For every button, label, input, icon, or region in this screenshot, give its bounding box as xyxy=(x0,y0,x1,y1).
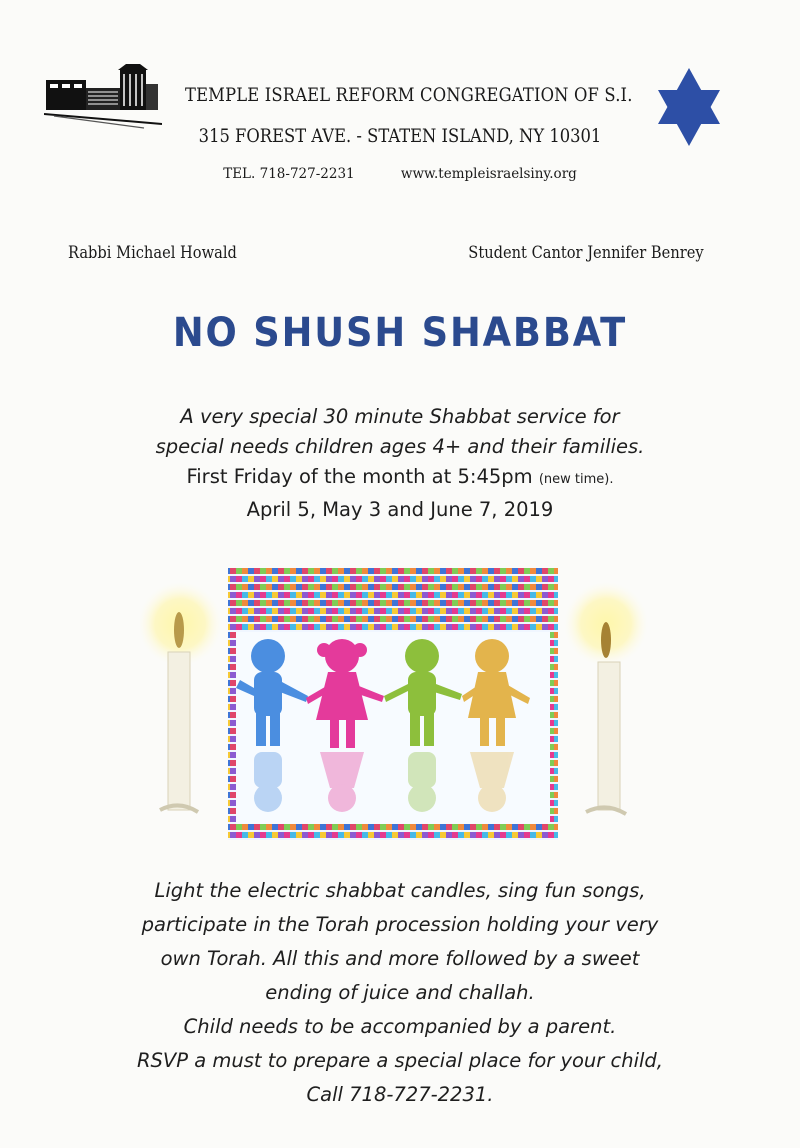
schedule-line xyxy=(60,462,740,495)
website-link[interactable]: www.templeisraelsiny.org xyxy=(400,166,577,182)
details-line: participate in the Torah procession holding your very xyxy=(141,913,659,936)
phone-number: TEL. 718-727-2231 xyxy=(223,166,355,182)
rsvp-call-line: Call 718-727-2231. xyxy=(306,1083,494,1106)
candle-icon xyxy=(140,582,222,812)
schedule-text: First Friday of the month at 5:45pm xyxy=(186,465,533,488)
details-line: own Torah. All this and more followed by a sweet xyxy=(160,947,640,970)
children-picture xyxy=(228,568,558,840)
illustration xyxy=(140,560,660,840)
temple-building-logo xyxy=(44,62,162,132)
intro-line: A very special 30 minute Shabbat service for xyxy=(180,405,620,428)
address: 315 FOREST AVE. - STATEN ISLAND, NY 10301 xyxy=(198,125,602,147)
intro-line: special needs children ages 4+ and their families. xyxy=(155,435,645,458)
dates-line: April 5, May 3 and June 7, 2019 xyxy=(246,498,554,521)
star-of-david-icon xyxy=(654,66,724,148)
candle-icon xyxy=(564,582,648,814)
page-title: NO SHUSH SHABBAT xyxy=(172,310,628,356)
new-time-note: (new time). xyxy=(538,472,614,487)
details-block xyxy=(50,874,750,1112)
contact-line xyxy=(150,166,650,182)
organization-name: TEMPLE ISRAEL REFORM CONGREGATION OF S.I. xyxy=(185,84,633,106)
details-line: Child needs to be accompanied by a parent. xyxy=(183,1015,617,1038)
details-line: Light the electric shabbat candles, sing fun songs, xyxy=(154,879,646,902)
intro-block xyxy=(60,402,740,525)
details-line: ending of juice and challah. xyxy=(265,981,535,1004)
cantor-name: Student Cantor Jennifer Benrey xyxy=(468,243,704,263)
details-line: RSVP a must to prepare a special place for your child, xyxy=(136,1049,664,1072)
rabbi-name: Rabbi Michael Howald xyxy=(68,243,237,263)
